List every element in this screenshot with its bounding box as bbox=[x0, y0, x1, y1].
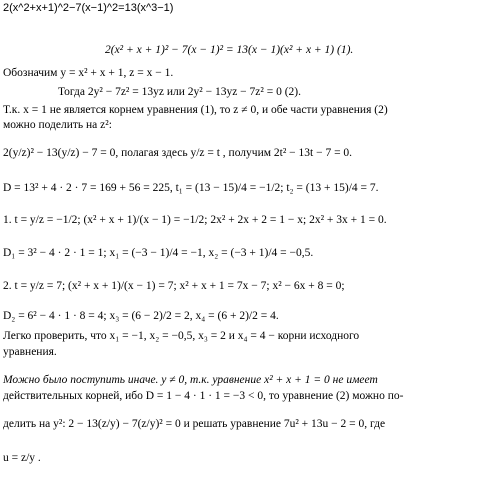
text-line-2: можно поделить на z²: bbox=[3, 119, 112, 131]
alternative-line-2: действительных корней, ибо D = 1 − 4 · 1 · 1 = −3 < 0, то уравнение (2) можно по- bbox=[3, 390, 404, 402]
alternative-line-3: делить на y²: 2 − 13(z/y) − 7(z/y)² = 0 и решать уравнение 7u² + 13u − 2 = 0, где bbox=[3, 418, 386, 430]
case-2-line: 2. t = y/z = 7; (x² + x + 1)/(x − 1) = 7; x² + x + 1 = 7x − 7; x² − 6x + 8 = 0; bbox=[3, 280, 345, 292]
equation-2: Тогда 2y² − 7z² = 13yz или 2y² − 13yz − 7z² = 0 (2). bbox=[58, 86, 301, 98]
equation-t: 2(y/z)² − 13(y/z) − 7 = 0, полагая здесь y/z = t , получим 2t² − 13t − 7 = 0. bbox=[3, 147, 353, 159]
case-1-roots: D₁ = 3² − 4 · 2 · 1 = 1; x₁ = (−3 − 1)/4 = −1, x₂ = (−3 + 1)/4 = −0,5. bbox=[3, 247, 314, 259]
case-1-line: 1. t = y/z = −1/2; (x² + x + 1)/(x − 1) = −1/2; 2x² + 2x + 2 = 1 − x; 2x² + 3x + 1 = 0. bbox=[3, 214, 387, 226]
case-2-roots: D₂ = 6² − 4 · 1 · 8 = 4; x₃ = (6 − 2)/2 = 2, x₄ = (6 + 2)/2 = 4. bbox=[3, 310, 279, 322]
substitution-line: Обозначим y = x² + x + 1, z = x − 1. bbox=[3, 67, 174, 79]
alternative-line-1: Можно было поступить иначе. y ≠ 0, т.к. уравнение x² + x + 1 = 0 не имеет bbox=[3, 374, 378, 386]
alternative-line-4: u = z/y . bbox=[3, 452, 41, 464]
header-line: 2(x^2+x+1)^2−7(x−1)^2=13(x^3−1) bbox=[3, 2, 174, 14]
check-line-2: уравнения. bbox=[3, 346, 57, 358]
check-line-1: Легко проверить, что x₁ = −1, x₂ = −0,5, x₃ = 2 и x₄ = 4 − корни исходного bbox=[3, 330, 360, 342]
text-line-1: Т.к. x = 1 не является корнем уравнения (1), то z ≠ 0, и обе части уравнения (2) bbox=[3, 104, 388, 116]
equation-1: 2(x² + x + 1)² − 7(x − 1)² = 13(x − 1)(x² + x + 1) (1). bbox=[105, 44, 354, 56]
discriminant-line: D = 13² + 4 · 2 · 7 = 169 + 56 = 225, t₁ = (13 − 15)/4 = −1/2; t₂ = (13 + 15)/4 = 7. bbox=[3, 182, 379, 194]
